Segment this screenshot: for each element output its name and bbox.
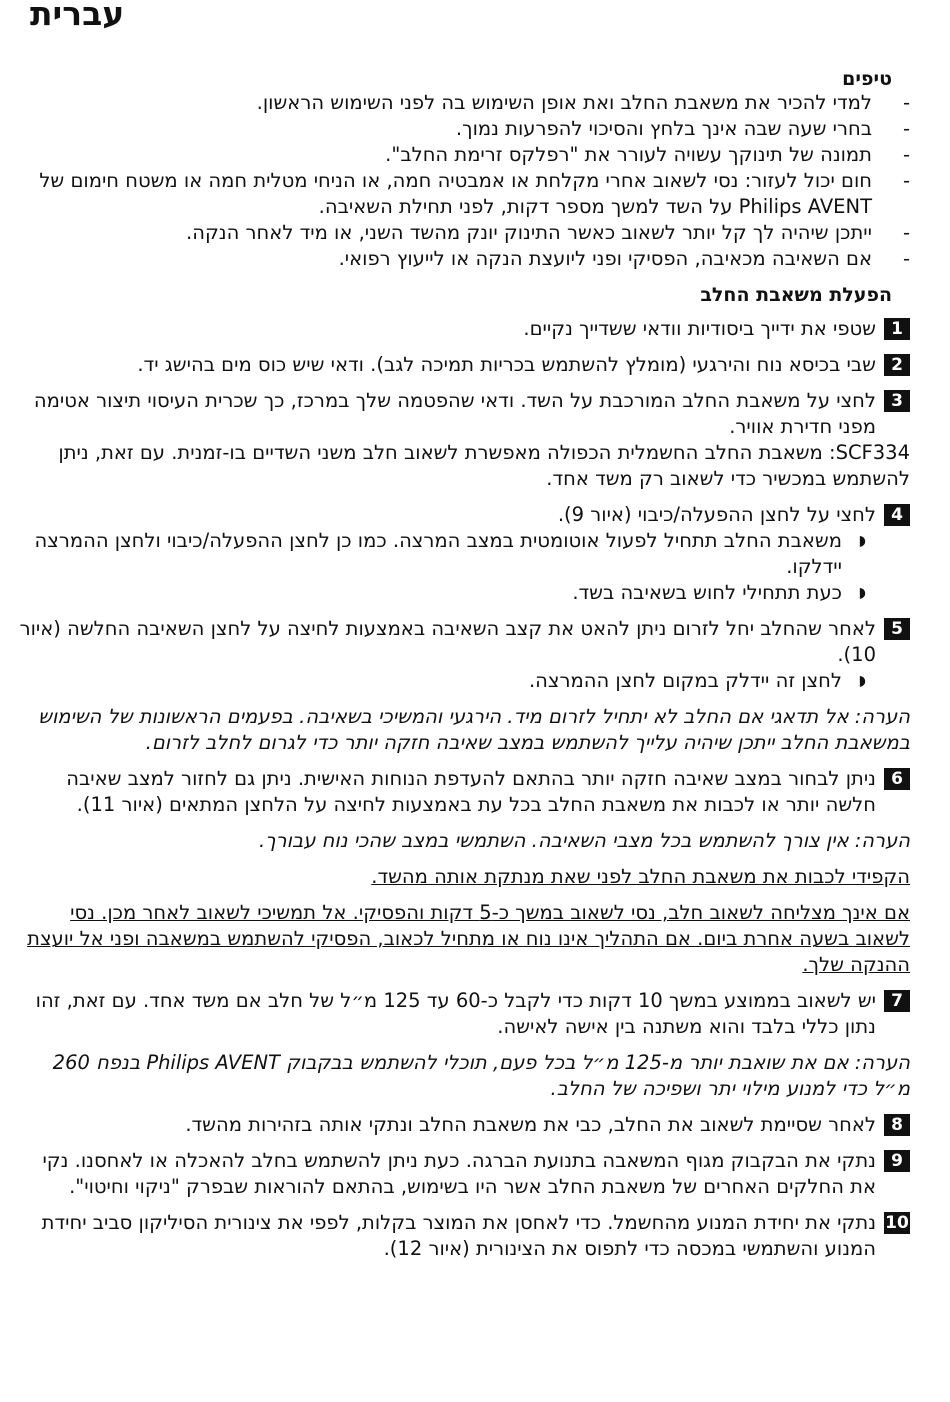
- step-number: 3: [884, 390, 910, 412]
- tip-item: - ייתכן שיהיה לך קל יותר לשאוב כאשר התינוק יונק מהשד השני, או מיד לאחר הנקה.: [38, 220, 910, 246]
- step-7: [18, 988, 910, 1040]
- step-text: לחצי על משאבת החלב המורכבת על השד. ודאי שהפטמה שלך במרכז, כך שכרית העיסוי תיצור אטימה מפני חדירת אוויר.: [33, 389, 876, 438]
- step-text: לחצי על לחצן ההפעלה/כיבוי (איור 9).: [557, 503, 876, 526]
- step-2: [18, 352, 910, 378]
- step-10: [18, 1210, 910, 1262]
- step-number: 6: [884, 768, 910, 790]
- step-6: [18, 766, 910, 818]
- step-number: 9: [884, 1150, 910, 1172]
- step-text: נתקי את הבקבוק מגוף המשאבה בתנועת הברגה. כעת ניתן להשתמש בחלב להאכלה או לאחסנו. נקי את החלקים האחרים של משאבת החלב אשר היו בשימוש, בהתאם להוראות שבפרק "ניקוי וחיטוי".: [42, 1149, 876, 1198]
- warning-2-text: אם אינך מצליחה לשאוב חלב, נסי לשאוב במשך כ-5 דקות והפסיקי. אל תמשיכי לשאוב לאחר מכן. נסי לשאוב בשעה אחרת ביום. אם התהליך אינו נוח או מתחיל לכאוב, הפסיקי להשתמש במשאבה ופני אל יועצת ההנקה שלך.: [27, 901, 910, 976]
- note-2: הערה: אין צורך להשתמש בכל מצבי השאיבה. השתמשי במצב שהכי נוח עבורך.: [258, 829, 910, 852]
- note-1: הערה: אל תדאגי אם החלב לא יתחיל לזרום מיד. הירגעי והמשיכי בשאיבה. בפעמים הראשונות של השימוש במשאבת החלב ייתכן שיהיה עלייך להשתמש במצב שאיבה חזקה יותר כדי לגרום לחלב לזרום.: [38, 705, 910, 754]
- step-number: 4: [884, 504, 910, 526]
- bullet-item: ◗ לחצן זה יידלק במקום לחצן ההמרצה.: [18, 668, 876, 694]
- step-4: [18, 502, 910, 606]
- tip-item: - למדי להכיר את משאבת החלב ואת אופן השימוש בה לפני השימוש הראשון.: [38, 90, 910, 116]
- operation-heading: הפעלת משאבת החלב: [700, 284, 892, 306]
- step-3: [18, 388, 910, 440]
- step-number: 2: [884, 354, 910, 376]
- step-number: 5: [884, 618, 910, 640]
- tips-heading: טיפים: [842, 68, 892, 90]
- step-1: [18, 316, 910, 342]
- language-title-text: עברית: [30, 0, 125, 33]
- step-number: 8: [884, 1114, 910, 1136]
- tip-item: - תמונה של תינוקך עשויה לעורר את "רפלקס זרימת החלב".: [38, 142, 910, 168]
- tip-item: - חום יכול לעזור: נסי לשאוב אחרי מקלחת או אמבטיה חמה, או הניחי מטלית חמה או משטח חימום של Philips AVENT על השד למשך מספר דקות, לפני תחילת השאיבה.: [38, 168, 910, 220]
- tip-item: - בחרי שעה שבה אינך בלחץ והסיכוי להפרעות נמוך.: [38, 116, 910, 142]
- step-text: לאחר שהחלב יחל לזרום ניתן להאט את קצב השאיבה באמצעות לחיצה על לחצן השאיבה החלשה (איור 10).: [19, 617, 876, 666]
- tips-list: [38, 90, 910, 272]
- step-number: 1: [884, 318, 910, 340]
- language-title: [0, 0, 950, 34]
- bullet-item: ◗ משאבת החלב תתחיל לפעול אוטומטית במצב המרצה. כמו כן לחצן ההפעלה/כיבוי ולחצן ההמרצה יידלקו.: [18, 528, 876, 580]
- step-text: לאחר שסיימת לשאוב את החלב, כבי את משאבת החלב ונתקי אותה בזהירות מהשד.: [185, 1113, 876, 1136]
- warning-1: [18, 864, 910, 890]
- step-text: ניתן לבחור במצב שאיבה חזקה יותר בהתאם להעדפת הנוחות האישית. ניתן גם לחזור למצב שאיבה חלשה יותר או לכבות את משאבת החלב בכל עת באמצעות לחיצה על הלחצן המתאים (איור 11).: [66, 767, 876, 816]
- step-text: נתקי את יחידת המנוע מהחשמל. כדי לאחסן את המוצר בקלות, לפפי את צינורית הסיליקון סביב יחידת המנוע והשתמשי במכסה כדי לתפוס את הצינורית (איור 12).: [41, 1211, 876, 1260]
- warning-1-text: הקפידי לכבות את משאבת החלב לפני שאת מנתקת אותה מהשד.: [371, 865, 910, 888]
- step-8: [18, 1112, 910, 1138]
- note-3: הערה: אם את שואבת יותר מ-125 מ״ל בכל פעם, תוכלי להשתמש בבקבוק Philips AVENT בנפח 260 מ״ל כדי למנוע מילוי יתר ושפיכה של החלב.: [52, 1051, 910, 1100]
- step-bullets: [18, 668, 876, 694]
- operation-body: [18, 316, 910, 1272]
- step-5: [18, 616, 910, 694]
- tip-item: - אם השאיבה מכאיבה, הפסיקי ופני ליועצת הנקה או לייעוץ רפואי.: [38, 246, 910, 272]
- step-number: 7: [884, 990, 910, 1012]
- step-9: [18, 1148, 910, 1200]
- step-text: שטפי את ידייך ביסודיות וודאי ששדייך נקיים.: [523, 317, 876, 340]
- scf-note: SCF334: משאבת החלב החשמלית הכפולה מאפשרת לשאוב חלב משני השדיים בו-זמנית. עם זאת, ניתן להשתמש במכשיר כדי לשאוב רק משד אחד.: [58, 441, 910, 490]
- step-text: יש לשאוב בממוצע במשך 10 דקות כדי לקבל כ-60 עד 125 מ״ל של חלב אם משד אחד. עם זאת, זהו נתון כללי בלבד והוא משתנה בין אישה לאישה.: [35, 989, 876, 1038]
- step-bullets: [18, 528, 876, 606]
- step-text: שבי בכיסא נוח והירגעי (מומלץ להשתמש בכריות תמיכה לגב). ודאי שיש כוס מים בהישג יד.: [137, 353, 876, 376]
- step-number: 10: [885, 1213, 909, 1233]
- bullet-item: ◗ כעת תתחילי לחוש בשאיבה בשד.: [18, 580, 876, 606]
- warning-2: [18, 900, 910, 978]
